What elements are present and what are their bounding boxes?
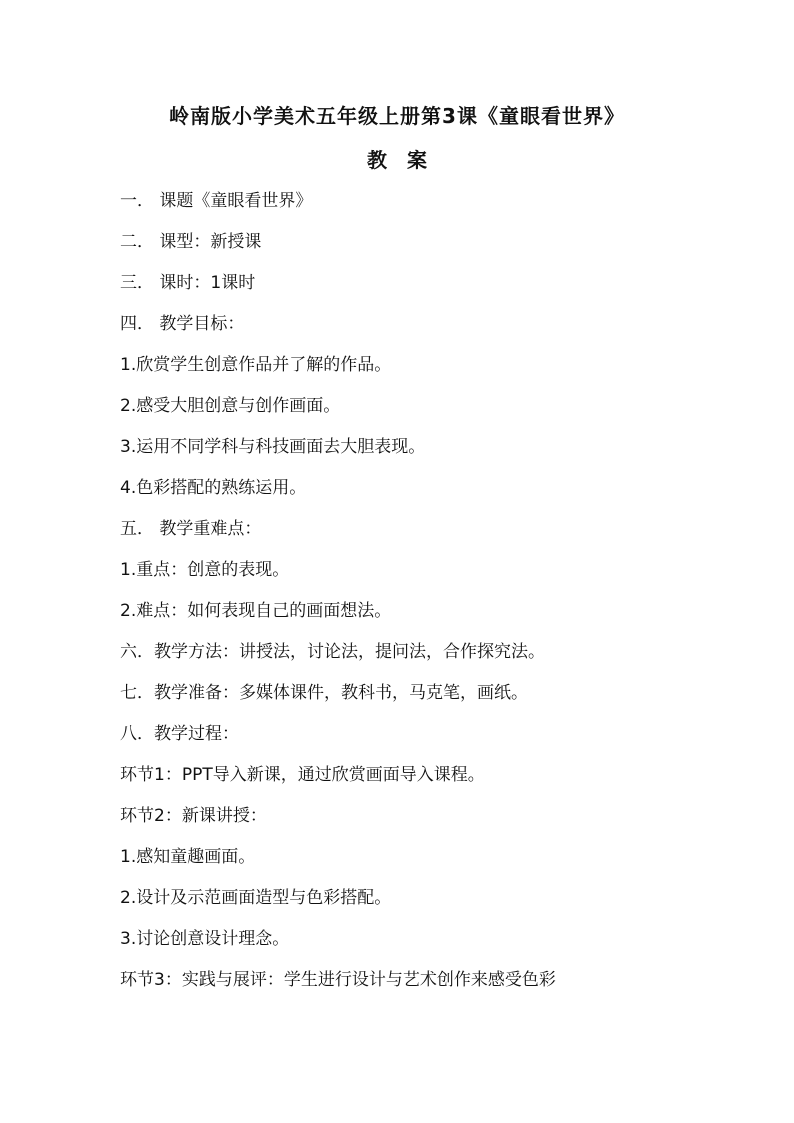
process-step: 环节1：PPT导入新课，通过欣赏画面导入课程。 xyxy=(120,765,485,785)
key-point-item: 2.难点：如何表现自己的画面想法。 xyxy=(120,601,392,621)
section-class-hours: 三． 课时：1课时 xyxy=(120,273,256,293)
document-body xyxy=(120,188,720,1008)
process-substep: 2.设计及示范画面造型与色彩搭配。 xyxy=(120,888,392,908)
section-lesson-type: 二． 课型：新授课 xyxy=(120,232,262,252)
objective-item: 3.运用不同学科与科技画面去大胆表现。 xyxy=(120,437,426,457)
section-process-heading: 八．教学过程： xyxy=(120,724,239,744)
objective-item: 2.感受大胆创意与创作画面。 xyxy=(120,396,341,416)
process-substep: 3.讨论创意设计理念。 xyxy=(120,929,290,949)
section-key-points-heading: 五． 教学重难点： xyxy=(120,519,262,539)
process-substep: 1.感知童趣画面。 xyxy=(120,847,256,867)
section-objectives-heading: 四． 教学目标： xyxy=(120,314,245,334)
process-step: 环节3：实践与展评：学生进行设计与艺术创作来感受色彩 xyxy=(120,970,556,990)
objective-item: 1.欣赏学生创意作品并了解的作品。 xyxy=(120,355,392,375)
process-step: 环节2：新课讲授： xyxy=(120,806,267,826)
section-topic: 一． 课题《童眼看世界》 xyxy=(120,191,313,211)
document-title: 岭南版小学美术五年级上册第3课《童眼看世界》 xyxy=(169,104,625,128)
document-subtitle: 教案 xyxy=(367,148,447,172)
key-point-item: 1.重点：创意的表现。 xyxy=(120,560,290,580)
section-methods: 六．教学方法：讲授法，讨论法，提问法，合作探究法。 xyxy=(120,642,545,662)
objective-item: 4.色彩搭配的熟练运用。 xyxy=(120,478,307,498)
section-preparation: 七．教学准备：多媒体课件，教科书，马克笔，画纸。 xyxy=(120,683,528,703)
